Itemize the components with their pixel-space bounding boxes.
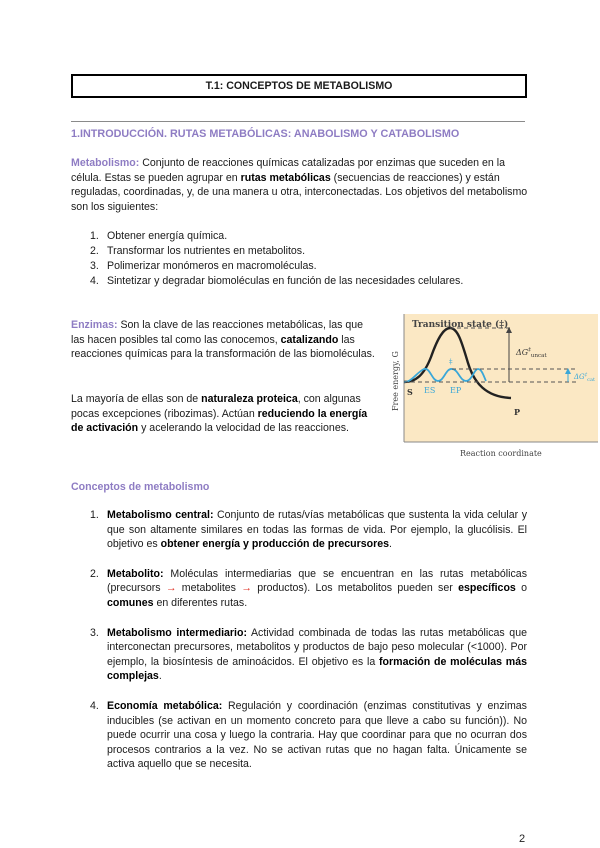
term-metabolismo: Metabolismo: <box>71 157 140 169</box>
list-text <box>107 699 527 772</box>
list-number: 4. <box>90 275 99 287</box>
concept-text-4: o <box>515 582 528 595</box>
arrow-icon: → <box>241 582 252 595</box>
list-item <box>90 699 527 772</box>
es-label: ES <box>424 386 436 395</box>
list-text: Obtener energía química. <box>107 230 228 242</box>
list-number: 2. <box>90 245 99 257</box>
list-item <box>90 626 527 684</box>
intro-text: Conjunto de reacciones químicas catalizadas por enzimas que suceden en la célula. Estas se pueden agrupar en <box>71 157 505 184</box>
concepts-list <box>90 508 527 787</box>
concept-term: Economía metabólica: <box>107 699 223 712</box>
ep-label: EP <box>450 386 462 395</box>
intro-paragraph <box>71 156 531 214</box>
energy-diagram-figure <box>386 311 598 460</box>
list-number: 1. <box>90 230 99 242</box>
goals-list <box>90 229 540 289</box>
activation-energy-diagram <box>386 311 598 460</box>
concept-term: Metabolismo intermediario: <box>107 626 247 639</box>
document-title: T.1: CONCEPTOS DE METABOLISMO <box>205 79 393 92</box>
x-axis-label: Reaction coordinate <box>460 449 542 458</box>
delta-g-cat-label: $\Delta G^\ddagger_{cat}$ <box>574 372 595 383</box>
enzymes-bold: catalizando <box>280 333 339 346</box>
list-number: 3. <box>90 260 99 272</box>
list-item <box>90 259 540 274</box>
enzymes-text-2: las reacciones químicas para la transformación de las biomoléculas. <box>71 333 375 361</box>
concept-text: Regulación y coordinación (enzimas constitutivas y enzimas inducibles (se activan en un momento concreto para que lleve a cabo su función)). No puede ocurrir una cosa y luego la contraria. Hay que coordinar para que no ocurran dos procesos contrarios a la vez. No se activan rutas que no hagan falta. Únicamente se activa aquello que se necesita. <box>107 699 527 771</box>
list-text: Polimerizar monómeros en macromoléculas. <box>107 260 317 272</box>
list-number: 4. <box>90 699 99 712</box>
divider <box>71 121 525 122</box>
concept-bold: específicos <box>458 582 516 595</box>
list-text <box>107 508 527 552</box>
page-number: 2 <box>519 833 526 845</box>
concept-text-2: . <box>158 670 162 683</box>
list-text: Transformar los nutrientes en metabolitos. <box>107 245 306 257</box>
transition-state-label: Transition state (‡) <box>412 320 509 330</box>
dagger-label: ‡ <box>449 358 453 366</box>
concept-bold: formación de moléculas más complejas <box>107 655 527 683</box>
concept-text-3: productos). Los metabolitos pueden ser <box>251 582 459 595</box>
list-text <box>107 567 527 611</box>
enzymes-text: Son la clave de las reacciones metabólicas, las que las hacen posibles tal como las conocemos, <box>71 319 364 346</box>
concept-text-5: en diferentes rutas. <box>153 596 248 609</box>
y-axis-label: Free energy, G <box>391 351 400 411</box>
section-heading: 1.INTRODUCCIÓN. RUTAS METABÓLICAS: ANABOLISMO Y CATABOLISMO <box>71 128 460 140</box>
enzymes-paragraph-2 <box>71 392 376 436</box>
concepts-heading: Conceptos de metabolismo <box>71 481 210 493</box>
enzymes-p2-text-2: , con algunas pocas excepciones (ribozimas). Actúan <box>71 393 361 420</box>
list-number: 2. <box>90 567 99 580</box>
enzymes-p2-bold-2: reduciendo la energía de activación <box>71 407 368 435</box>
concept-bold-2: comunes <box>107 596 154 609</box>
concept-text: Actividad combinada de todas las rutas metabólicas que interconectan precursores, metabolitos y productos de bajo peso molecular (<1000). Por ejemplo, la biosíntesis de aminoácidos. El objetivo es la <box>107 626 527 668</box>
list-text <box>107 626 527 684</box>
list-item <box>90 244 540 259</box>
s-label: S <box>407 387 413 397</box>
p-label: P <box>514 407 521 417</box>
list-item <box>90 567 527 611</box>
term-enzimas: Enzimas: <box>71 319 118 331</box>
enzymes-paragraph <box>71 318 376 362</box>
intro-text-2: (secuencias de reacciones) y están reguladas, coordinadas, y, de una manera u otra, interconectadas. Los objetivos del metabolismo son los siguientes: <box>71 171 528 213</box>
concept-bold: obtener energía y producción de precursores <box>160 538 390 551</box>
list-item <box>90 274 540 289</box>
list-item <box>90 229 540 244</box>
enzymes-p2-bold: naturaleza proteica <box>201 393 298 405</box>
concept-text: Moléculas intermediarias que se encuentran en las rutas metabólicas (precursors <box>107 567 527 595</box>
concept-text-2: . <box>389 538 392 551</box>
list-number: 3. <box>90 626 99 639</box>
enzymes-p2-text-3: y acelerando la velocidad de las reacciones. <box>138 422 349 435</box>
list-number: 1. <box>90 509 99 521</box>
document-title-box <box>71 74 527 98</box>
intro-bold: rutas metabólicas <box>240 171 331 184</box>
delta-g-uncat-label: $\Delta G^\ddagger_{uncat}$ <box>516 347 547 359</box>
concept-term: Metabolismo central: <box>107 509 214 521</box>
arrow-icon: → <box>165 582 177 595</box>
list-text: Sintetizar y degradar biomoléculas en función de las necesidades celulares. <box>107 275 464 287</box>
concept-text: Conjunto de rutas/vías metabólicas que sustenta la vida celular y que son altamente similares en todas las formas de vida. Por ejemplo, la glucólisis. El objetivo es <box>107 509 527 551</box>
list-item <box>90 508 527 552</box>
concept-text-2: metabolites <box>176 582 242 595</box>
enzymes-p2-text: La mayoría de ellas son de <box>71 393 202 405</box>
concept-term: Metabolito: <box>107 567 164 580</box>
